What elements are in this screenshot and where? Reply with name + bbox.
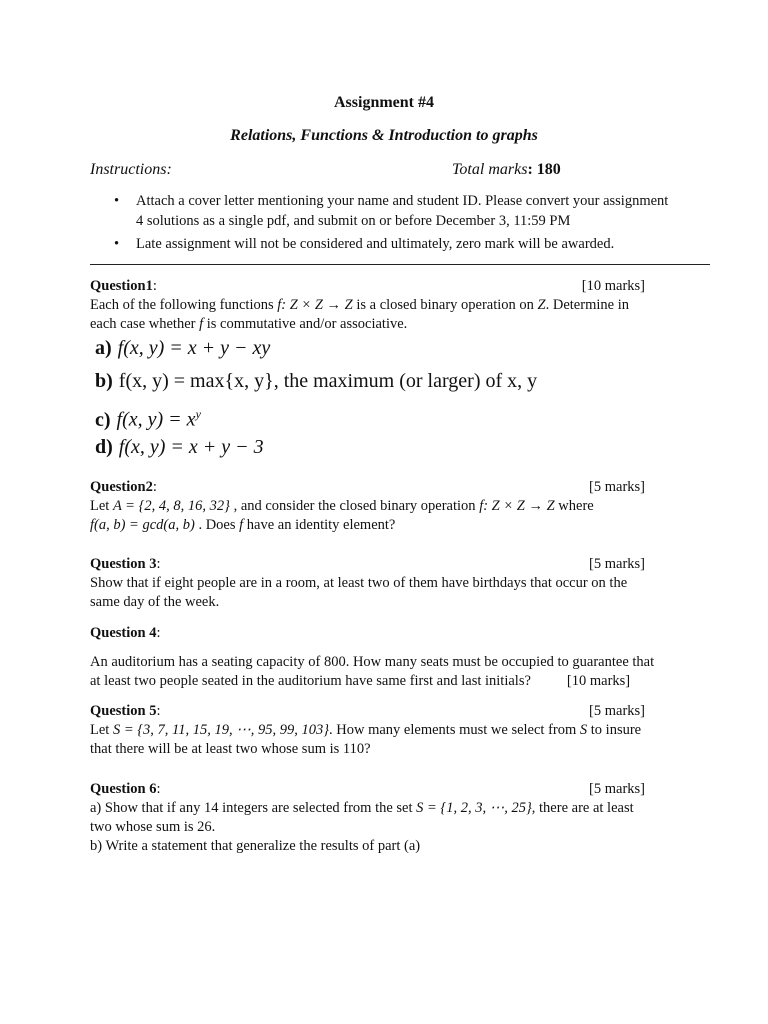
total-marks — [452, 160, 561, 180]
bullet-icon: • — [114, 193, 120, 209]
question-3-text: Show that if eight people are in a room, at least two of them have birthdays that occur on the same day of the week. — [90, 575, 628, 610]
question-2-label: Question2 — [90, 479, 153, 495]
total-marks-label: Total marks — [452, 161, 528, 178]
question-4-marks: [10 marks] — [566, 673, 631, 689]
bullet-icon: • — [114, 236, 120, 252]
question-3: Question 3: [5 marks] Show that if eight people are in a room, at least two of them have birthdays that occur on the same day of the week. — [90, 555, 655, 612]
question-1-marks: [10 marks] — [581, 278, 645, 294]
question-5-text: Let S = {3, 7, 11, 15, 19, ⋯, 95, 99, 103}. How many elements must we select from S to insure that there will be at least two whose sum is 110? — [90, 722, 642, 757]
instruction-item: • Attach a cover letter mentioning your name and student ID. Please convert your assignment 4 solutions as a single pdf, and submit on or before December 3, 11:59 PM — [114, 193, 669, 229]
question-6-part-b: b) Write a statement that generalize the results of part (a) — [90, 838, 421, 854]
instruction-item: • Late assignment will not be considered and ultimately, zero mark will be awarded. — [114, 236, 615, 252]
question-2-marks: [5 marks] — [589, 479, 645, 495]
question-1-text: Each of the following functions f: Z × Z → Z is a closed binary operation on Z. Determine in each case whether f is commutative and/or associative. — [90, 297, 629, 332]
question-1-label: Question1 — [90, 278, 153, 294]
function-a: a) f(x, y) = x + y − xy — [95, 337, 271, 359]
question-4-text: An auditorium has a seating capacity of 800. How many seats must be occupied to guarantee that at least two people seated in the auditorium have same first and last initials? [10 marks] — [90, 654, 655, 689]
assignment-title: Assignment #4 — [333, 94, 434, 111]
question-6-part-a: a) Show that if any 14 integers are selected from the set S = {1, 2, 3, ⋯, 25}, there are at least two whose sum is 26. — [90, 800, 634, 835]
question-5-label: Question 5 — [90, 703, 157, 719]
question-4: Question 4: An auditorium has a seating capacity of 800. How many seats must be occupied to guarantee that at least two people seated in the auditorium have same first and last initials? [10 marks] — [90, 624, 665, 691]
instructions-list — [114, 191, 674, 257]
question-3-marks: [5 marks] — [589, 556, 645, 572]
instructions-label: Instructions: — [90, 161, 172, 178]
question-2-text: Let A = {2, 4, 8, 16, 32} , and consider the closed binary operation f: Z × Z → Z where f(a, b) = gcd(a, b) . Does f have an identity element? — [90, 498, 594, 533]
question-4-label: Question 4 — [90, 625, 157, 641]
question-1: Question1: [10 marks] Each of the following functions f: Z × Z → Z is a closed binary operation on Z. Determine in each case whether f is commutative and/or associative. — [90, 277, 655, 334]
question-5: Question 5: [5 marks] Let S = {3, 7, 11, 15, 19, ⋯, 95, 99, 103}. How many elements must we select from S to insure that there will be at least two whose sum is 110? — [90, 702, 655, 759]
horizontal-divider — [90, 264, 710, 265]
total-marks-value: : 180 — [527, 161, 561, 178]
function-b: b) f(x, y) = max{x, y}, the maximum (or larger) of x, y — [95, 370, 538, 392]
question-6: Question 6: [5 marks] a) Show that if any 14 integers are selected from the set S = {1, 2, 3, ⋯, 25}, there are at least two whose sum is 26. b) Write a statement that generalize the results of part (a) — [90, 780, 655, 856]
question-6-label: Question 6 — [90, 781, 157, 797]
assignment-subtitle: Relations, Functions & Introduction to graphs — [230, 127, 538, 144]
question-5-marks: [5 marks] — [589, 703, 645, 719]
function-d: d) f(x, y) = x + y − 3 — [95, 436, 264, 458]
question-3-label: Question 3 — [90, 556, 157, 572]
function-c: c) f(x, $y) = x^y$ — [95, 407, 201, 431]
question-6-marks: [5 marks] — [589, 781, 645, 797]
question-2: Question2: [5 marks] Let A = {2, 4, 8, 16, 32} , and consider the closed binary operation f: Z × Z → Z where f(a, b) = gcd(a, b) . Does f have an identity element? — [90, 478, 655, 535]
